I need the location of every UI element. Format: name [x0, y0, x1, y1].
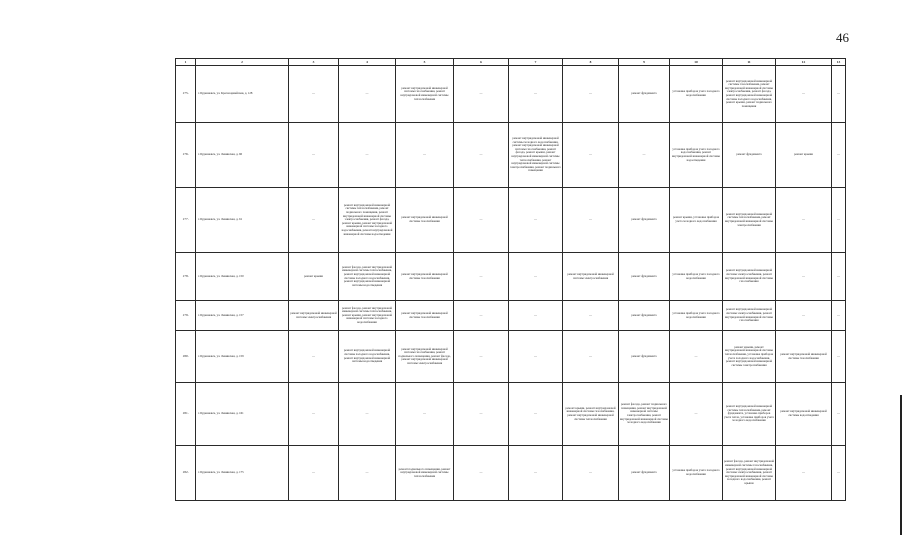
work-cell: —	[776, 188, 832, 253]
work-cell: ремонт подвального помещения, ремонт внутридомовой инженерной системы теплоснабжения	[396, 446, 454, 501]
work-cell: ремонт фасада, ремонт внутридомовой инженерной системы теплоснабжения, ремонт крыши, ремонт внутридомовой инженерной системы холодного водоснабжения	[339, 301, 396, 331]
table-row	[176, 301, 846, 331]
work-cell: —	[563, 446, 619, 501]
column-header: 7	[509, 59, 563, 66]
row-number-cell: 177.	[176, 188, 196, 253]
work-cell: —	[454, 301, 509, 331]
work-cell: —	[832, 123, 846, 188]
work-cell: ремонт внутридомовой инженерной системы газоснабжения	[776, 331, 832, 383]
work-cell: ремонт внутридомовой инженерной системы теплоснабжения, ремонт подвального помещения, ремонт внутридомовой инженерной системы электроснабжения, ремонт фасада, ремонт крыши, ремонт внутридомовой инженерной системы холодного водоснабжения, ремонт внутридомовой инженерной системы водоотведения	[339, 188, 396, 253]
table-row	[176, 383, 846, 446]
work-cell: —	[454, 331, 509, 383]
address-cell: г. Буденновск, ул. Ленинская, д. 61	[196, 188, 289, 253]
work-cell: ремонт внутридомовой инженерной системы газоснабжения, ремонт внутридомовой инженерной системы электроснабжения, ремонт фасада, ремонт внутридомовой инженерной системы холодного водоснабжения, ремонт крыши, ремонт подвального помещения	[723, 66, 776, 123]
work-cell: —	[339, 66, 396, 123]
table-row	[176, 66, 846, 123]
work-cell: ремонт внутридомовой инженерной системы теплоснабжения, ремонт фундамента, установка приборов учета тепла, установка приборов учета холодного водоснабжения	[723, 383, 776, 446]
work-cell: ремонт крыши	[289, 253, 339, 301]
work-cell: —	[454, 446, 509, 501]
column-header: 6	[454, 59, 509, 66]
column-header: 4	[339, 59, 396, 66]
work-cell: —	[509, 331, 563, 383]
work-cell: —	[776, 301, 832, 331]
column-header: 1	[176, 59, 196, 66]
work-cell: ремонт внутридомовой инженерной системы электроснабжения	[563, 253, 619, 301]
work-cell: ремонт фундамента	[619, 446, 670, 501]
column-header: 12	[776, 59, 832, 66]
work-cell: —	[563, 123, 619, 188]
work-cell: ремонт фундамента	[619, 331, 670, 383]
capital-repair-table	[175, 58, 846, 501]
work-cell: —	[396, 123, 454, 188]
table-row	[176, 446, 846, 501]
work-cell: ремонт крыши	[776, 123, 832, 188]
column-header: 11	[723, 59, 776, 66]
work-cell: —	[289, 446, 339, 501]
address-cell: г. Буденновск, ул. Ленинская, д. 150	[196, 253, 289, 301]
work-cell: —	[563, 188, 619, 253]
work-cell: —	[832, 301, 846, 331]
work-cell: —	[289, 66, 339, 123]
work-cell: установка приборов учета холодного водоснабжения, ремонт внутридомовой инженерной системы водоотведения	[670, 123, 723, 188]
work-cell: ремонт фундамента	[619, 253, 670, 301]
work-cell: ремонт внутридомовой инженерной системы газоснабжения, ремонт внутридомовой инженерной системы теплоснабжения	[396, 66, 454, 123]
work-cell: —	[509, 188, 563, 253]
row-number-cell: 179.	[176, 301, 196, 331]
work-cell: установка приборов учета холодного водоснабжения	[670, 253, 723, 301]
work-cell: —	[289, 188, 339, 253]
work-cell: —	[339, 383, 396, 446]
work-cell: ремонт внутридомовой инженерной системы газоснабжения	[396, 188, 454, 253]
work-cell: ремонт внутридомовой инженерной системы газоснабжения	[396, 253, 454, 301]
address-cell: г. Буденновск, ул. Ленинская, д. 175	[196, 446, 289, 501]
work-cell: —	[454, 123, 509, 188]
work-cell: —	[832, 383, 846, 446]
work-cell: —	[509, 301, 563, 331]
row-number-cell: 181.	[176, 383, 196, 446]
column-number-row	[176, 59, 846, 66]
column-header: 3	[289, 59, 339, 66]
work-cell: —	[619, 123, 670, 188]
column-header: 9	[619, 59, 670, 66]
margin-rule	[900, 395, 902, 535]
work-cell: —	[832, 253, 846, 301]
row-number-cell: 176.	[176, 123, 196, 188]
row-number-cell: 180.	[176, 331, 196, 383]
work-cell: ремонт внутридомовой инженерной системы холодного водоснабжения, ремонт внутридомовой инженерной системы водоотведения	[339, 331, 396, 383]
work-cell: ремонт фасада, ремонт подвального помещения, ремонт внутридомовой инженерной системы электроснабжения, ремонт внутридомовой инженерной системы холодного водоснабжения	[619, 383, 670, 446]
work-cell: ремонт внутридомовой инженерной системы газоснабжения	[396, 301, 454, 331]
work-cell: —	[509, 66, 563, 123]
work-cell: —	[832, 66, 846, 123]
work-cell: —	[289, 123, 339, 188]
work-cell: —	[832, 331, 846, 383]
page-number: 46	[836, 30, 849, 45]
work-cell: ремонт внутридомовой инженерной системы водоотведения	[776, 383, 832, 446]
work-cell: ремонт фундамента	[619, 188, 670, 253]
work-cell: ремонт внутридомовой инженерной системы электроснабжения	[289, 301, 339, 331]
address-cell: г. Буденновск, ул. Ленинская, д. 161	[196, 383, 289, 446]
work-cell: установка приборов учета холодного водоснабжения	[670, 301, 723, 331]
work-cell: ремонт крыши, установка приборов учета холодного водоснабжения	[670, 188, 723, 253]
work-cell: —	[509, 446, 563, 501]
work-cell: ремонт внутридомовой инженерной системы электроснабжения, ремонт внутридомовой инженерной системы газоснабжения	[723, 301, 776, 331]
work-cell: —	[670, 331, 723, 383]
work-cell: ремонт внутридомовой инженерной системы холодного водоснабжения, ремонт внутридомовой инженерной системы газоснабжения, ремонт фасада, ремонт крыши, ремонт внутридомовой инженерной системы теплоснабжения, ремонт внутридомовой инженерной системы электроснабжения, ремонт подвального помещения	[509, 123, 563, 188]
work-cell: —	[454, 253, 509, 301]
work-cell: —	[509, 253, 563, 301]
table-row	[176, 188, 846, 253]
work-cell: ремонт крыши, ремонт внутридомовой инженерной системы газоснабжения, ремонт внутридомовой инженерной системы теплоснабжения	[563, 383, 619, 446]
work-cell: установка приборов учета холодного водоснабжения	[670, 446, 723, 501]
work-cell: —	[289, 383, 339, 446]
work-cell: ремонт фундамента	[619, 301, 670, 331]
work-cell: —	[454, 66, 509, 123]
work-cell: —	[289, 331, 339, 383]
work-cell: —	[832, 188, 846, 253]
work-cell: ремонт фундамента	[619, 66, 670, 123]
address-cell: г. Буденновск, ул. Красноармейская, д. 128	[196, 66, 289, 123]
work-cell: —	[454, 188, 509, 253]
row-number-cell: 175.	[176, 66, 196, 123]
work-cell: —	[339, 446, 396, 501]
work-cell: ремонт внутридомовой инженерной системы теплоснабжения, ремонт внутридомовой инженерной системы электроснабжения	[723, 188, 776, 253]
table-row	[176, 253, 846, 301]
work-cell: ремонт фундамента	[723, 123, 776, 188]
row-number-cell: 178.	[176, 253, 196, 301]
row-number-cell: 182.	[176, 446, 196, 501]
work-cell: ремонт крыши, ремонт внутридомовой инженерной системы теплоснабжения, установка приборов учета холодного водоснабжения, ремонт внутридомовой инженерной системы электроснабжения	[723, 331, 776, 383]
address-cell: г. Буденновск, ул. Ленинская, д. 157	[196, 301, 289, 331]
column-header: 10	[670, 59, 723, 66]
column-header: 8	[563, 59, 619, 66]
work-cell: —	[454, 383, 509, 446]
work-cell: установка приборов учета холодного водоснабжения	[670, 66, 723, 123]
work-cell: —	[563, 331, 619, 383]
work-cell: —	[670, 383, 723, 446]
work-cell: —	[563, 301, 619, 331]
address-cell: г. Буденновск, ул. Ленинская, д. 159	[196, 331, 289, 383]
column-header: 13	[832, 59, 846, 66]
work-cell: ремонт фасада, ремонт внутридомовой инженерной системы газоснабжения, ремонт внутридомовой инженерной системы электроснабжения, ремонт внутридомовой инженерной системы холодного водоснабжения, ремонт крыши	[723, 446, 776, 501]
table-row	[176, 331, 846, 383]
table-row	[176, 123, 846, 188]
work-cell: ремонт фасада, ремонт внутридомовой инженерной системы теплоснабжения, ремонт внутридомовой инженерной системы холодного водоснабжения, ремонт внутридомовой инженерной системы водоотведения	[339, 253, 396, 301]
address-cell: г. Буденновск, ул. Ленинская, д. 60	[196, 123, 289, 188]
work-cell: —	[563, 66, 619, 123]
work-cell: —	[776, 446, 832, 501]
column-header: 2	[196, 59, 289, 66]
work-cell: —	[509, 383, 563, 446]
work-cell: —	[776, 253, 832, 301]
work-cell: —	[776, 66, 832, 123]
work-cell: —	[339, 123, 396, 188]
work-cell: ремонт внутридомовой инженерной системы газоснабжения, ремонт подвального помещения, ремонт фасада, ремонт внутридомовой инженерной системы электроснабжения	[396, 331, 454, 383]
work-cell: —	[832, 446, 846, 501]
work-cell: ремонт внутридомовой инженерной системы электроснабжения, ремонт внутридомовой инженерной системы газоснабжения	[723, 253, 776, 301]
work-cell: —	[396, 383, 454, 446]
column-header: 5	[396, 59, 454, 66]
